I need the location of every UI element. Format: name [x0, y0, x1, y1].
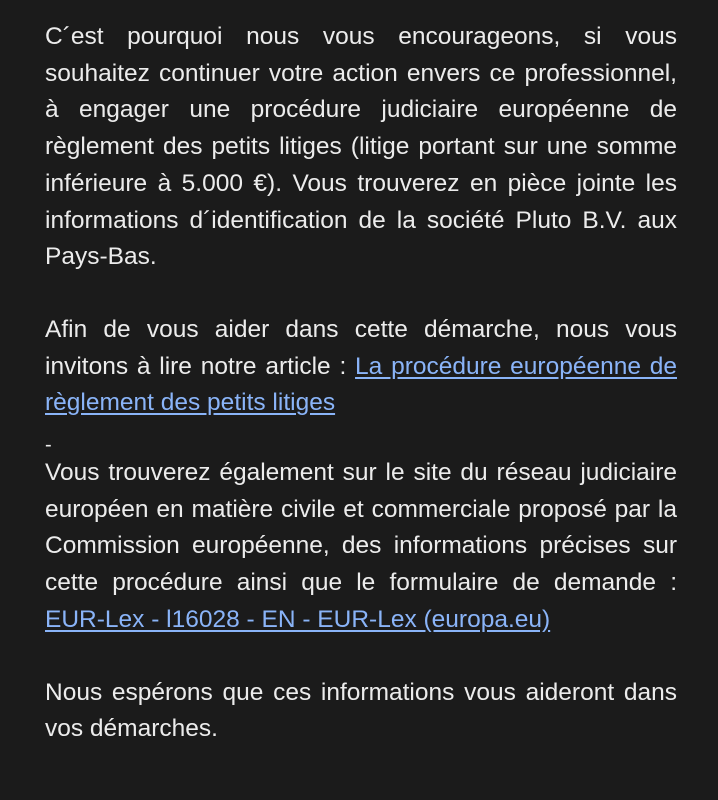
paragraph-article — [45, 312, 677, 422]
separator-dash: - — [45, 434, 52, 457]
paragraph-eur-lex-text: Vous trouverez également sur le site du réseau judiciaire européen en matière civile et commerciale proposé par la Commission européenne, des informations précises sur cette procédure ainsi que le formulaire de demande : — [45, 459, 677, 597]
article-link[interactable]: La procédure européenne de règlement des petits litiges — [45, 352, 677, 417]
paragraph-encouragement: C´est pourquoi nous vous encourageons, si vous souhaitez continuer votre action envers ce professionnel, à engager une procédure judiciaire européenne de règlement des petits litiges (litige portant sur une somme inférieure à 5.000 €). Vous trouverez en pièce jointe les informations d´identification de la société Pluto B.V. aux Pays-Bas. — [45, 23, 677, 271]
paragraph-eur-lex — [45, 455, 677, 639]
email-body — [45, 19, 677, 748]
paragraph-article-text: Afin de vous aider dans cette démarche, nous vous invitons à lire notre article : — [45, 315, 677, 380]
paragraph-closing: Nous espérons que ces informations vous aideront dans vos démarches. — [45, 678, 677, 743]
eur-lex-link[interactable]: EUR-Lex - l16028 - EN - EUR-Lex (europa.eu) — [45, 605, 551, 633]
